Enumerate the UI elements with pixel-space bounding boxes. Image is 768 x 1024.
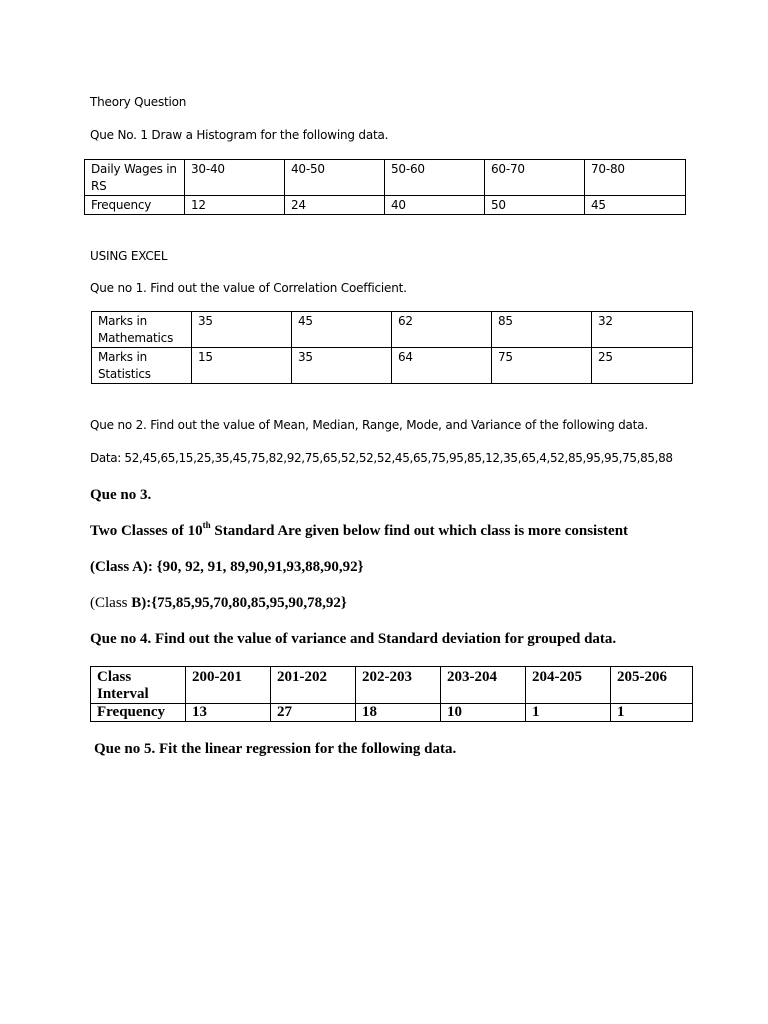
table-cell: 13 bbox=[186, 704, 271, 722]
table-cell: 30-40 bbox=[185, 160, 285, 196]
table-cell: 45 bbox=[585, 196, 686, 215]
table-cell: 204-205 bbox=[526, 667, 611, 704]
wages-table bbox=[84, 159, 686, 215]
q3-class-b-prefix: (Class bbox=[90, 595, 132, 611]
table-cell: 203-204 bbox=[441, 667, 526, 704]
q1-text: Que No. 1 Draw a Histogram for the following data. bbox=[90, 128, 389, 142]
table-cell: 202-203 bbox=[356, 667, 441, 704]
q5-text: Que no 5. Fit the linear regression for the following data. bbox=[94, 741, 457, 757]
table-cell: 45 bbox=[292, 312, 392, 348]
table-row bbox=[92, 348, 693, 384]
q3-text-part: Standard Are given below find out which class is more consistent bbox=[210, 523, 629, 539]
marks-table bbox=[91, 311, 693, 384]
table-row bbox=[91, 667, 693, 704]
excel-q1-text: Que no 1. Find out the value of Correlation Coefficient. bbox=[90, 281, 407, 295]
table-cell: 50 bbox=[485, 196, 585, 215]
row-header-math: Marks in Mathematics bbox=[92, 312, 192, 348]
table-cell: 64 bbox=[392, 348, 492, 384]
table-row bbox=[85, 160, 686, 196]
table-cell: 10 bbox=[441, 704, 526, 722]
row-header-frequency: Frequency bbox=[91, 704, 186, 722]
table-cell: 25 bbox=[592, 348, 693, 384]
table-cell: 32 bbox=[592, 312, 693, 348]
q3-text bbox=[90, 520, 629, 540]
table-cell: 50-60 bbox=[385, 160, 485, 196]
row-header-daily-wages: Daily Wages in RS bbox=[85, 160, 185, 196]
table-cell: 24 bbox=[285, 196, 385, 215]
table-cell: 200-201 bbox=[186, 667, 271, 704]
table-row bbox=[91, 704, 693, 722]
excel-q2-text: Que no 2. Find out the value of Mean, Median, Range, Mode, and Variance of the following data. bbox=[90, 418, 648, 432]
table-cell: 205-206 bbox=[611, 667, 693, 704]
table-cell: 62 bbox=[392, 312, 492, 348]
q3-text-part: Two Classes of 10 bbox=[90, 523, 203, 539]
excel-q2-data: Data: 52,45,65,15,25,35,45,75,82,92,75,65,52,52,52,45,65,75,95,85,12,35,65,4,52,85,95,95,75,85,88 bbox=[90, 451, 673, 465]
grouped-data-table bbox=[90, 666, 693, 722]
row-header-class-interval: Class Interval bbox=[91, 667, 186, 704]
theory-heading: Theory Question bbox=[90, 95, 187, 109]
q3-superscript: th bbox=[202, 520, 211, 530]
q3-class-a: (Class A): {90, 92, 91, 89,90,91,93,88,90,92} bbox=[90, 559, 364, 575]
table-cell: 40 bbox=[385, 196, 485, 215]
table-row bbox=[85, 196, 686, 215]
table-cell: 15 bbox=[192, 348, 292, 384]
table-cell: 1 bbox=[611, 704, 693, 722]
table-cell: 60-70 bbox=[485, 160, 585, 196]
table-row bbox=[92, 312, 693, 348]
table-cell: 18 bbox=[356, 704, 441, 722]
table-cell: 1 bbox=[526, 704, 611, 722]
table-cell: 85 bbox=[492, 312, 592, 348]
table-cell: 35 bbox=[192, 312, 292, 348]
q3-class-b-values: B):{75,85,95,70,80,85,95,90,78,92} bbox=[131, 595, 347, 611]
table-cell: 40-50 bbox=[285, 160, 385, 196]
row-header-stats: Marks in Statistics bbox=[92, 348, 192, 384]
table-cell: 27 bbox=[271, 704, 356, 722]
q4-text: Que no 4. Find out the value of variance and Standard deviation for grouped data. bbox=[90, 631, 617, 647]
q3-class-b bbox=[90, 595, 347, 612]
q3-label: Que no 3. bbox=[90, 487, 152, 503]
table-cell: 35 bbox=[292, 348, 392, 384]
table-cell: 201-202 bbox=[271, 667, 356, 704]
excel-heading: USING EXCEL bbox=[90, 249, 168, 263]
table-cell: 75 bbox=[492, 348, 592, 384]
table-cell: 12 bbox=[185, 196, 285, 215]
row-header-frequency: Frequency bbox=[85, 196, 185, 215]
table-cell: 70-80 bbox=[585, 160, 686, 196]
